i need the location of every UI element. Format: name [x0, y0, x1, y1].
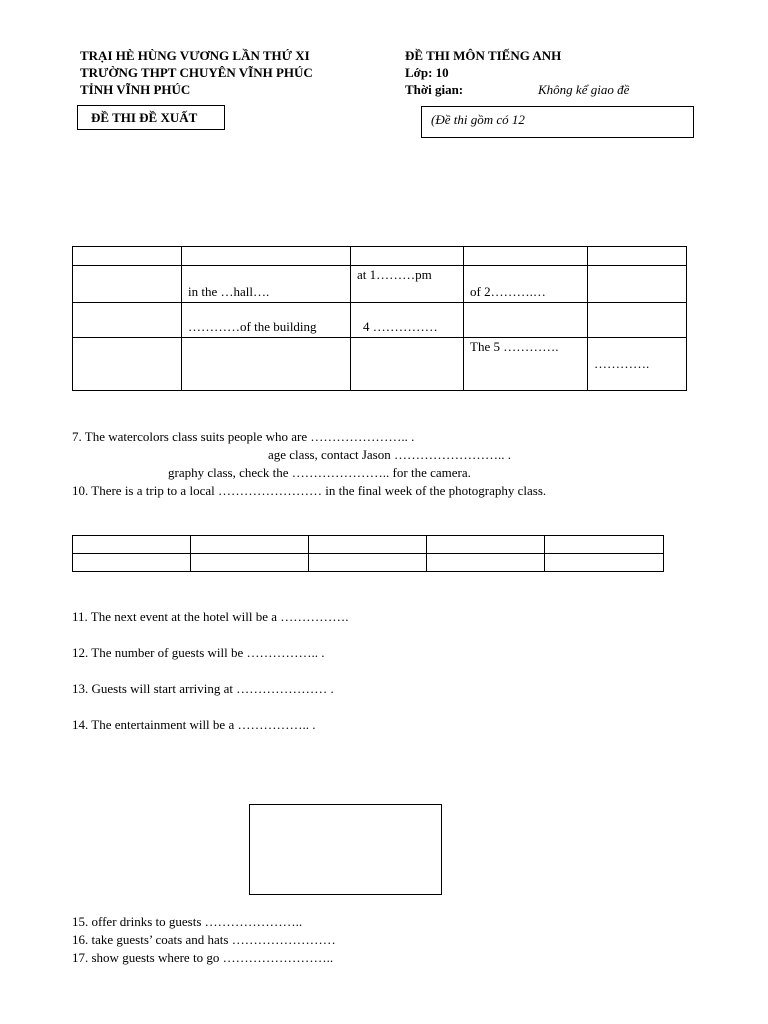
question-10: 10. There is a trip to a local …………………… in the final week of the photography class.	[72, 483, 547, 498]
proposed-exam-badge	[77, 105, 225, 130]
table-row	[73, 303, 687, 338]
page-count-box	[421, 106, 694, 138]
table-cell	[545, 554, 664, 572]
empty-box	[249, 804, 442, 895]
exam-title: ĐỀ THI MÔN TIẾNG ANH	[405, 48, 562, 63]
answer-grid	[72, 535, 664, 572]
blank-2: of 2……….…	[470, 284, 546, 299]
table-cell	[182, 247, 351, 266]
blank-4: 4 ……………	[363, 319, 438, 334]
table-cell	[588, 266, 687, 303]
table-cell	[182, 303, 351, 338]
table-row	[73, 247, 687, 266]
table-cell	[182, 266, 351, 303]
exam-time-label: Thời gian:	[405, 82, 464, 97]
table-cell	[588, 338, 687, 391]
table-cell	[73, 554, 191, 572]
question-7: 7. The watercolors class suits people who are ………………….. .	[72, 429, 415, 444]
proposed-exam-label: ĐỀ THI ĐỀ XUẤT	[91, 110, 198, 125]
blank-building: …………of the building	[188, 319, 317, 334]
question-16: 16. take guests’ coats and hats ……………………	[72, 932, 336, 947]
question-14: 14. The entertainment will be a …………….. .	[72, 717, 316, 732]
table-row	[73, 554, 664, 572]
table-cell	[191, 554, 309, 572]
exam-grade: Lớp: 10	[405, 65, 449, 80]
table-cell	[73, 303, 182, 338]
question-15: 15. offer drinks to guests …………………..	[72, 914, 303, 929]
table-cell	[191, 536, 309, 554]
question-13: 13. Guests will start arriving at ………………… .	[72, 681, 334, 696]
question-8: age class, contact Jason …………………….. .	[268, 447, 511, 462]
table-cell	[309, 554, 427, 572]
table-cell	[351, 247, 464, 266]
blank-hall: in the …hall….	[188, 284, 270, 299]
table-cell	[73, 338, 182, 391]
school-camp-name: TRẠI HÈ HÙNG VƯƠNG LẦN THỨ XI	[80, 48, 310, 63]
table-row	[73, 266, 687, 303]
table-row	[73, 536, 664, 554]
table-cell	[464, 247, 588, 266]
school-name: TRƯỜNG THPT CHUYÊN VĨNH PHÚC	[80, 65, 313, 80]
table-cell	[351, 266, 464, 303]
blank-1-time: at 1………pm	[357, 267, 432, 282]
province-name: TỈNH VĨNH PHÚC	[80, 82, 191, 97]
table-cell	[464, 338, 588, 391]
table-cell	[182, 338, 351, 391]
table-cell	[545, 536, 664, 554]
exam-time-note: Không kể giao đề	[538, 82, 630, 97]
blank-6: ………….	[594, 356, 650, 371]
table-cell	[73, 247, 182, 266]
table-cell	[588, 303, 687, 338]
table-cell	[351, 338, 464, 391]
table-cell	[351, 303, 464, 338]
table-cell	[464, 266, 588, 303]
table-cell	[588, 247, 687, 266]
page-count-note: (Đề thi gồm có 12	[431, 112, 525, 127]
table-cell	[73, 266, 182, 303]
table-row	[73, 338, 687, 391]
table-cell	[464, 303, 588, 338]
table-cell	[427, 536, 545, 554]
table-cell	[427, 554, 545, 572]
table-cell	[309, 536, 427, 554]
table-cell	[73, 536, 191, 554]
question-9: graphy class, check the ………………….. for the camera.	[168, 465, 471, 480]
question-17: 17. show guests where to go ……………………..	[72, 950, 334, 965]
question-11: 11. The next event at the hotel will be a …………….	[72, 609, 349, 624]
notes-table	[72, 246, 687, 391]
blank-5: The 5 ………….	[470, 339, 559, 354]
question-12: 12. The number of guests will be …………….. .	[72, 645, 325, 660]
